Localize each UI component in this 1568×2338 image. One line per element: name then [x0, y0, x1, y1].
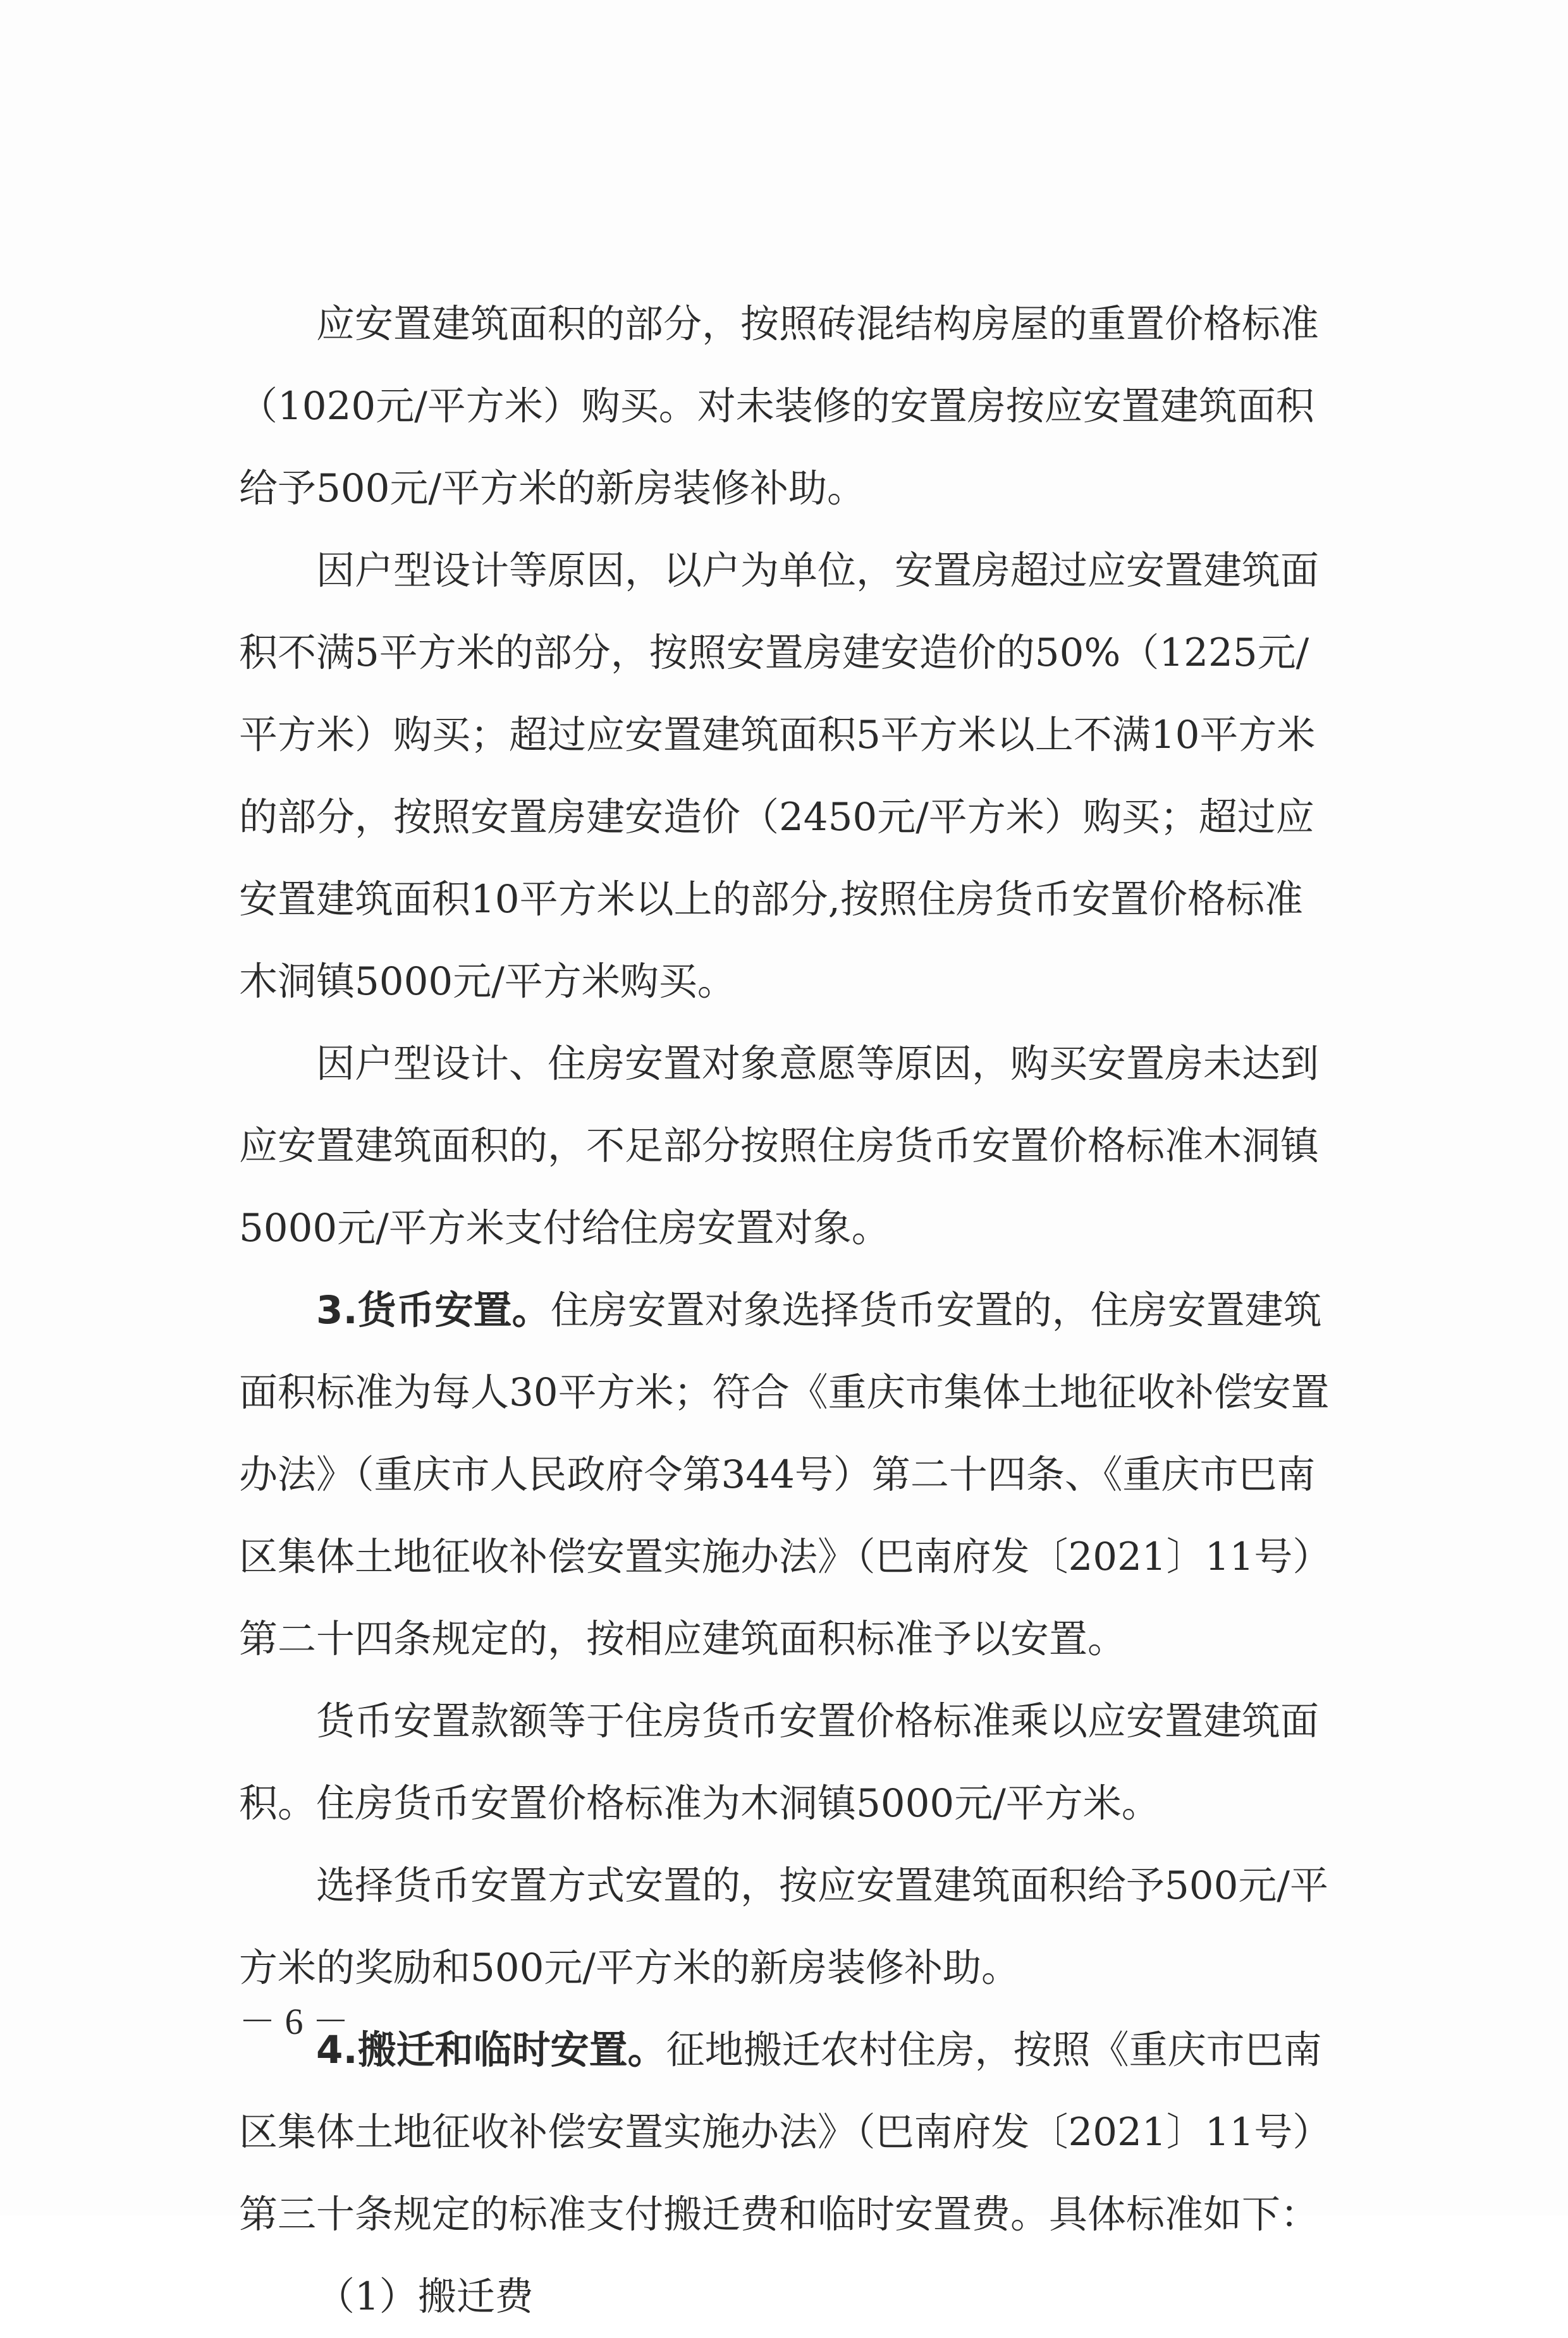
text-line — [239, 1352, 1402, 1434]
text-line — [239, 2009, 1402, 2091]
line-text: 方米的奖励和500元/平方米的新房装修补助。 — [239, 1945, 1020, 1990]
line-text: 给予500元/平方米的新房装修补助。 — [239, 466, 866, 511]
text-line — [239, 1434, 1402, 1516]
text-line — [239, 2256, 1402, 2338]
line-text: 木洞镇5000元/平方米购买。 — [239, 959, 736, 1004]
page-number: － 6 － — [239, 2001, 350, 2042]
line-text: 住房安置对象选择货币安置的，住房安置建筑 — [550, 1288, 1322, 1333]
text-line — [239, 1516, 1402, 1598]
line-text: 积不满5平方米的部分，按照安置房建安造价的50%（1225元/ — [239, 630, 1309, 675]
text-line — [239, 1187, 1402, 1270]
text-line — [239, 2174, 1402, 2256]
line-text: 货币安置款额等于住房货币安置价格标准乘以应安置建筑面 — [316, 1699, 1320, 1744]
line-text: 应安置建筑面积的部分，按照砖混结构房屋的重置价格标准 — [316, 302, 1320, 346]
text-line — [239, 1598, 1402, 1680]
text-line — [239, 1023, 1402, 1105]
text-line — [239, 694, 1402, 776]
line-text: 区集体土地征收补偿安置实施办法》（巴南府发〔2021〕11号） — [239, 1534, 1332, 1579]
line-text: 面积标准为每人30平方米；符合《重庆市集体土地征收补偿安置 — [239, 1370, 1330, 1415]
line-text: 安置建筑面积10平方米以上的部分,按照住房货币安置价格标准 — [239, 877, 1304, 922]
line-text: 5000元/平方米支付给住房安置对象。 — [239, 1206, 890, 1251]
text-line — [239, 1270, 1402, 1352]
text-line — [239, 941, 1402, 1023]
line-text: 的部分，按照安置房建安造价（2450元/平方米）购买；超过应 — [239, 795, 1314, 840]
line-text: 办法》（重庆市人民政府令第344号）第二十四条、《重庆市巴南 — [239, 1452, 1316, 1497]
line-text: 因户型设计等原因，以户为单位，安置房超过应安置建筑面 — [316, 548, 1320, 593]
section-heading: 3.货币安置。 — [316, 1288, 551, 1333]
line-text: 因户型设计、住房安置对象意愿等原因，购买安置房未达到 — [316, 1041, 1320, 1086]
line-text: 应安置建筑面积的，不足部分按照住房货币安置价格标准木洞镇 — [239, 1123, 1320, 1168]
line-text: 积。住房货币安置价格标准为木洞镇5000元/平方米。 — [239, 1781, 1160, 1826]
line-text: 第三十条规定的标准支付搬迁费和临时安置费。具体标准如下： — [239, 2192, 1320, 2237]
line-text: （1）搬迁费 — [316, 2274, 534, 2319]
line-text: 征地搬迁农村住房，按照《重庆市巴南 — [666, 2028, 1322, 2072]
text-line — [239, 283, 1402, 365]
text-line — [239, 1105, 1402, 1187]
document-body — [239, 283, 1402, 2338]
text-line — [239, 1845, 1402, 1927]
text-line — [239, 859, 1402, 941]
text-line — [239, 1763, 1402, 1845]
text-line — [239, 448, 1402, 530]
text-line — [239, 1680, 1402, 1763]
line-text: 第二十四条规定的，按相应建筑面积标准予以安置。 — [239, 1617, 1127, 1662]
text-line — [239, 1927, 1402, 2009]
text-line — [239, 612, 1402, 694]
text-line — [239, 776, 1402, 859]
text-line — [239, 365, 1402, 448]
text-line — [239, 2091, 1402, 2174]
text-line — [239, 530, 1402, 612]
section-heading: 4.搬迁和临时安置。 — [316, 2028, 666, 2072]
line-text: 平方米）购买；超过应安置建筑面积5平方米以上不满10平方米 — [239, 713, 1316, 757]
line-text: 区集体土地征收补偿安置实施办法》（巴南府发〔2021〕11号） — [239, 2110, 1332, 2155]
line-text: 选择货币安置方式安置的，按应安置建筑面积给予500元/平 — [316, 1863, 1328, 1908]
line-text: （1020元/平方米）购买。对未装修的安置房按应安置建筑面积 — [239, 384, 1314, 429]
